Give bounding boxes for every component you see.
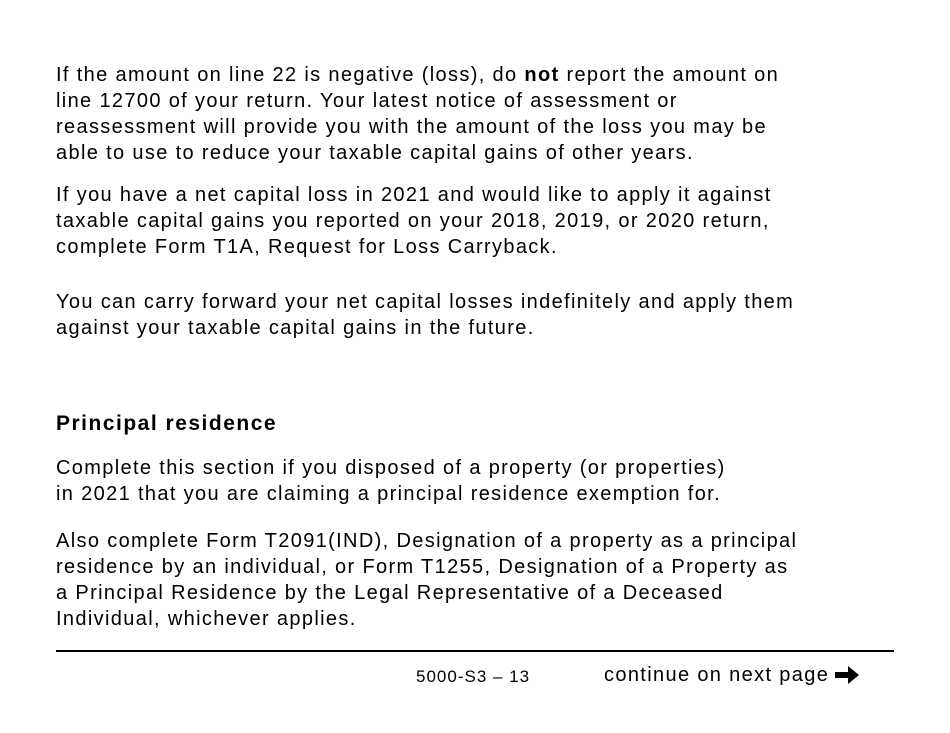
paragraph-loss-carryback (56, 182, 772, 260)
text-line: Also complete Form T2091(IND), Designation of a property as a principal (56, 530, 798, 552)
text-line: line 12700 of your return. Your latest notice of assessment or (56, 90, 678, 112)
paragraph-principal-residence-intro (56, 455, 726, 507)
text-line: Complete this section if you disposed of a property (or properties) (56, 457, 726, 479)
text-line: Individual, whichever applies. (56, 608, 357, 630)
text-line: taxable capital gains you reported on your 2018, 2019, or 2020 return, (56, 210, 770, 232)
continue-next-page-link[interactable] (604, 663, 861, 687)
text-line: a Principal Residence by the Legal Representative of a Deceased (56, 582, 724, 604)
section-heading: Principal residence (56, 412, 278, 435)
text-line: in 2021 that you are claiming a principal residence exemption for. (56, 483, 721, 505)
paragraph-loss-notice (56, 62, 779, 166)
bold-emphasis: not (524, 64, 560, 86)
paragraph-designation-forms (56, 528, 797, 632)
footer-divider (56, 650, 894, 652)
page-number: 5000-S3 – 13 (416, 667, 531, 686)
text-line: If you have a net capital loss in 2021 and would like to apply it against (56, 184, 772, 206)
text-line: residence by an individual, or Form T1255, Designation of a Property as (56, 556, 789, 578)
arrow-right-icon (833, 663, 861, 687)
text-line: report the amount on (559, 64, 780, 86)
text-line: If the amount on line 22 is negative (loss), do (56, 64, 525, 86)
text-line: against your taxable capital gains in the future. (56, 317, 535, 339)
text-line: complete Form T1A, Request for Loss Carryback. (56, 236, 558, 258)
paragraph-carry-forward (56, 289, 794, 341)
text-line: You can carry forward your net capital losses indefinitely and apply them (56, 291, 795, 313)
continue-label: continue on next page (604, 663, 830, 686)
text-line: reassessment will provide you with the amount of the loss you may be (56, 116, 767, 138)
text-line: able to use to reduce your taxable capital gains of other years. (56, 142, 694, 164)
